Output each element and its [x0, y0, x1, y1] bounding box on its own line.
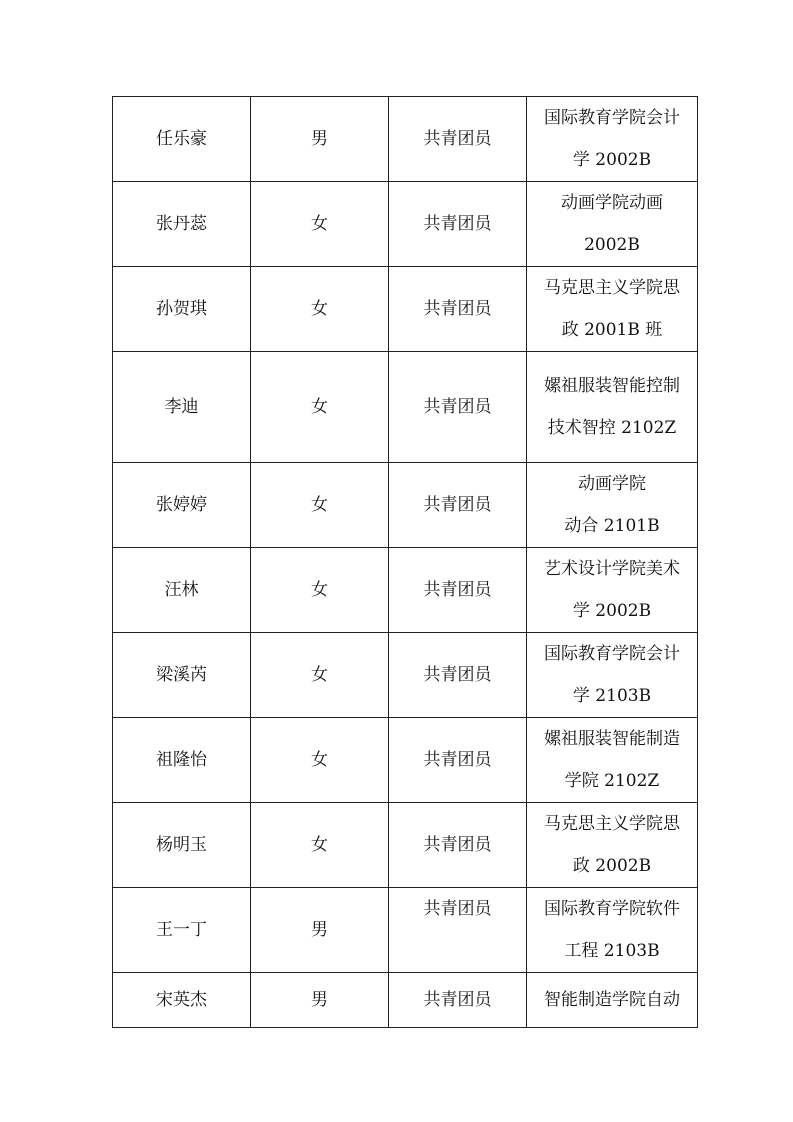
department-line: 动画学院动画 [561, 193, 663, 213]
department-line: 国际教育学院软件 [544, 899, 680, 919]
table-row [113, 973, 698, 1028]
gender-cell: 女 [251, 548, 389, 633]
department-line: 国际教育学院会计 [544, 108, 680, 128]
political-status-cell: 共青团员 [389, 352, 527, 463]
table-row [113, 182, 698, 267]
department-cell [527, 633, 698, 718]
political-status-cell: 共青团员 [389, 888, 527, 973]
department-cell [527, 718, 698, 803]
table-row [113, 633, 698, 718]
department-line: 学 2002B [572, 150, 652, 170]
department-line: 政 2002B [572, 856, 652, 876]
political-status-cell: 共青团员 [389, 267, 527, 352]
gender-cell: 女 [251, 463, 389, 548]
department-cell [527, 267, 698, 352]
table-row [113, 718, 698, 803]
political-status-cell: 共青团员 [389, 463, 527, 548]
gender-cell: 女 [251, 352, 389, 463]
name-cell: 梁溪芮 [113, 633, 251, 718]
name-cell: 李迪 [113, 352, 251, 463]
name-cell: 杨明玉 [113, 803, 251, 888]
political-status-cell: 共青团员 [389, 182, 527, 267]
department-cell [527, 352, 698, 463]
department-cell [527, 182, 698, 267]
department-line: 2002B [584, 235, 640, 255]
gender-cell: 女 [251, 718, 389, 803]
gender-cell: 女 [251, 803, 389, 888]
political-status-cell: 共青团员 [389, 973, 527, 1028]
table-row [113, 463, 698, 548]
department-line: 学 2002B [572, 601, 652, 621]
department-line: 动画学院 [578, 474, 646, 494]
table-row [113, 97, 698, 182]
department-line: 智能制造学院自动 [544, 990, 680, 1010]
department-cell [527, 548, 698, 633]
political-status-cell: 共青团员 [389, 548, 527, 633]
gender-cell: 男 [251, 973, 389, 1028]
table-row [113, 267, 698, 352]
member-table [112, 96, 698, 1028]
department-line: 国际教育学院会计 [544, 644, 680, 664]
name-cell: 祖隆怡 [113, 718, 251, 803]
gender-cell: 男 [251, 888, 389, 973]
name-cell: 任乐豪 [113, 97, 251, 182]
name-cell: 张婷婷 [113, 463, 251, 548]
political-status-cell: 共青团员 [389, 803, 527, 888]
department-line: 学院 2102Z [564, 771, 660, 791]
department-cell [527, 463, 698, 548]
department-cell [527, 97, 698, 182]
department-cell [527, 803, 698, 888]
gender-cell: 女 [251, 267, 389, 352]
political-status-cell: 共青团员 [389, 718, 527, 803]
department-line: 技术智控 2102Z [547, 418, 677, 438]
department-line: 马克思主义学院思 [544, 814, 680, 834]
name-cell: 张丹蕊 [113, 182, 251, 267]
political-status-cell: 共青团员 [389, 97, 527, 182]
department-line: 工程 2103B [564, 941, 660, 961]
gender-cell: 女 [251, 182, 389, 267]
name-cell: 孙贺琪 [113, 267, 251, 352]
table-row [113, 888, 698, 973]
department-line: 动合 2101B [564, 516, 660, 536]
table-row [113, 803, 698, 888]
department-line: 嫘祖服装智能控制 [544, 376, 680, 396]
gender-cell: 男 [251, 97, 389, 182]
name-cell: 王一丁 [113, 888, 251, 973]
table-row [113, 352, 698, 463]
department-line: 马克思主义学院思 [544, 278, 680, 298]
department-line: 艺术设计学院美术 [544, 559, 680, 579]
name-cell: 汪林 [113, 548, 251, 633]
political-status-cell: 共青团员 [389, 633, 527, 718]
name-cell: 宋英杰 [113, 973, 251, 1028]
department-line: 嫘祖服装智能制造 [544, 729, 680, 749]
table-row [113, 548, 698, 633]
department-cell [527, 888, 698, 973]
department-cell [527, 973, 698, 1028]
department-line: 政 2001B 班 [561, 320, 663, 340]
department-line: 学 2103B [572, 686, 652, 706]
gender-cell: 女 [251, 633, 389, 718]
